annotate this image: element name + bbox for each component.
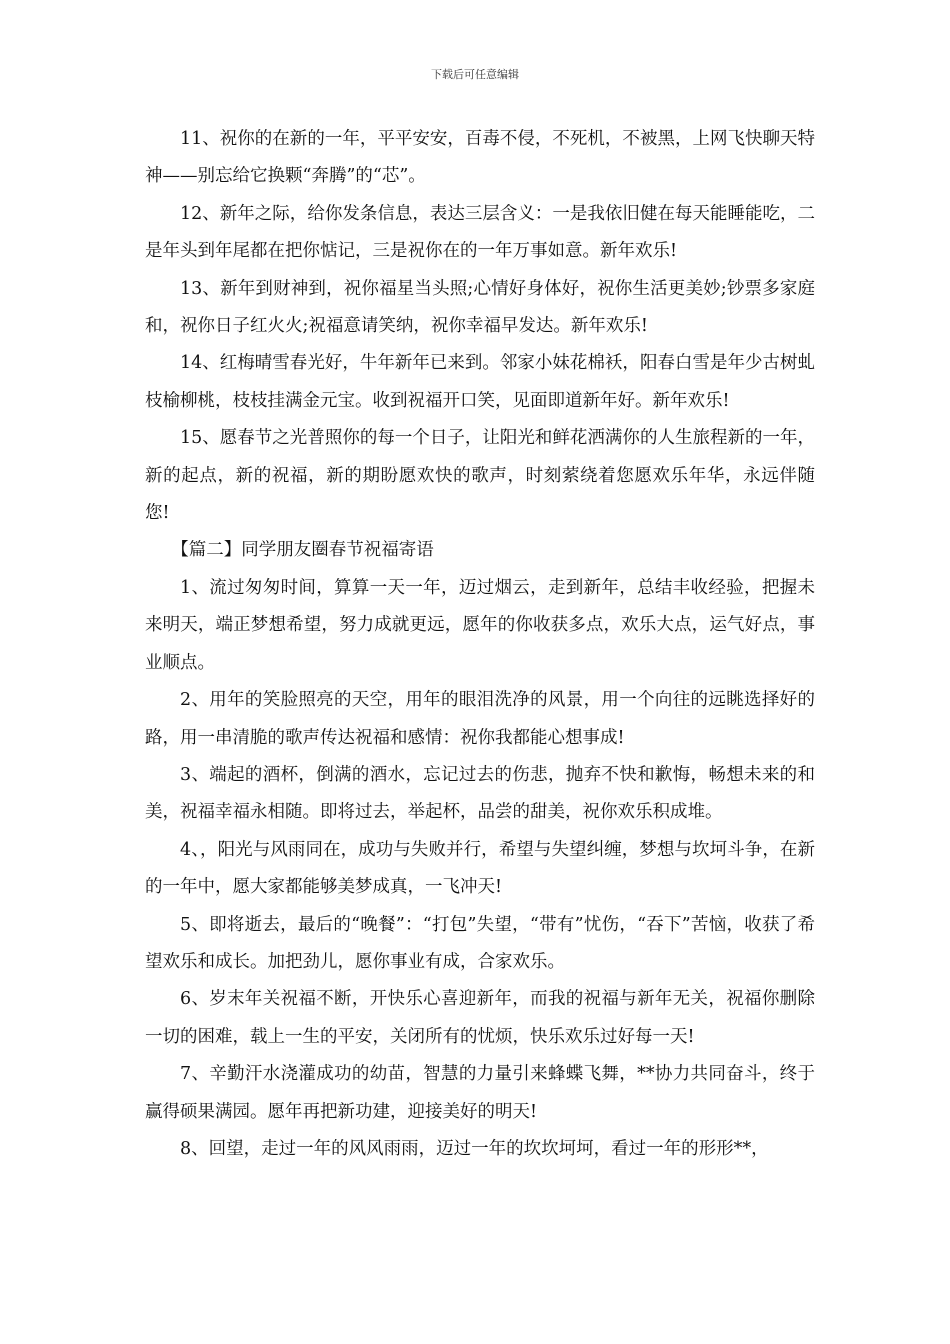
- paragraph-13: 13、新年到财神到，祝你福星当头照;心情好身体好，祝你生活更美妙;钞票多家庭和，祝你日子红火火;祝福意请笑纳，祝你幸福早发达。新年欢乐!: [145, 278, 815, 337]
- section-paragraph-5: 5、即将逝去，最后的“晚餐”：“打包”失望，“带有”忧伤，“吞下”苦恼，收获了希望欢乐和成长。加把劲儿，愿你事业有成，合家欢乐。: [145, 914, 815, 972]
- section-paragraph-4: 4、，阳光与风雨同在，成功与失败并行，希望与失望纠缠，梦想与坎坷斗争，在新的一年中，愿大家都能够美梦成真，一飞冲天!: [145, 839, 815, 898]
- paragraph-12: 12、新年之际，给你发条信息，表达三层含义：一是我依旧健在每天能睡能吃，二是年头到年尾都在把你惦记，三是祝你在的一年万事如意。新年欢乐!: [145, 203, 815, 262]
- section-paragraph-2: 2、用年的笑脸照亮的天空，用年的眼泪洗净的风景，用一个向往的远眺选择好的路，用一串清脆的歌声传达祝福和感情：祝你我都能心想事成!: [145, 690, 815, 748]
- section-title: 【篇二】同学朋友圈春节祝福寄语: [171, 540, 434, 561]
- section-paragraph-6: 6、岁末年关祝福不断，开快乐心喜迎新年，而我的祝福与新年无关，祝福你删除一切的困难，载上一生的平安，关闭所有的忧烦，快乐欢乐过好每一天!: [145, 989, 815, 1047]
- paragraph-14: 14、红梅晴雪春光好，牛年新年已来到。邻家小妹花棉袄，阳春白雪是年少古树虬枝榆柳桃，枝枝挂满金元宝。收到祝福开口笑，见面即道新年好。新年欢乐!: [145, 353, 815, 411]
- page-header: 下载后可任意编辑: [431, 68, 519, 81]
- paragraph-11: 11、祝你的在新的一年，平平安安，百毒不侵，不死机，不被黑，上网飞快聊天特神——别忘给它换颗“奔腾”的“芯”。: [145, 129, 815, 187]
- section-paragraph-7: 7、辛勤汗水浇灌成功的幼苗，智慧的力量引来蜂蝶飞舞，**协力共同奋斗，终于赢得硕果满园。愿年再把新功建，迎接美好的明天!: [145, 1064, 815, 1122]
- section-paragraph-3: 3、端起的酒杯，倒满的酒水，忘记过去的伤悲，抛弃不快和歉悔，畅想未来的和美，祝福幸福永相随。即将过去，举起杯，品尝的甜美，祝你欢乐积成堆。: [145, 764, 815, 823]
- section-paragraph-1: 1、流过匆匆时间，算算一天一年，迈过烟云，走到新年，总结丰收经验，把握未来明天，端正梦想希望，努力成就更远，愿年的你收获多点，欢乐大点，运气好点，事业顺点。: [145, 577, 815, 673]
- section-paragraph-8: 8、回望，走过一年的风风雨雨，迈过一年的坎坎坷坷，看过一年的形形**，: [180, 1138, 769, 1159]
- paragraph-15: 15、愿春节之光普照你的每一个日子，让阳光和鲜花洒满你的人生旅程新的一年，新的起点，新的祝福，新的期盼愿欢快的歌声，时刻萦绕着您愿欢乐年华，永远伴随您!: [145, 428, 815, 524]
- document-body: [145, 121, 815, 1168]
